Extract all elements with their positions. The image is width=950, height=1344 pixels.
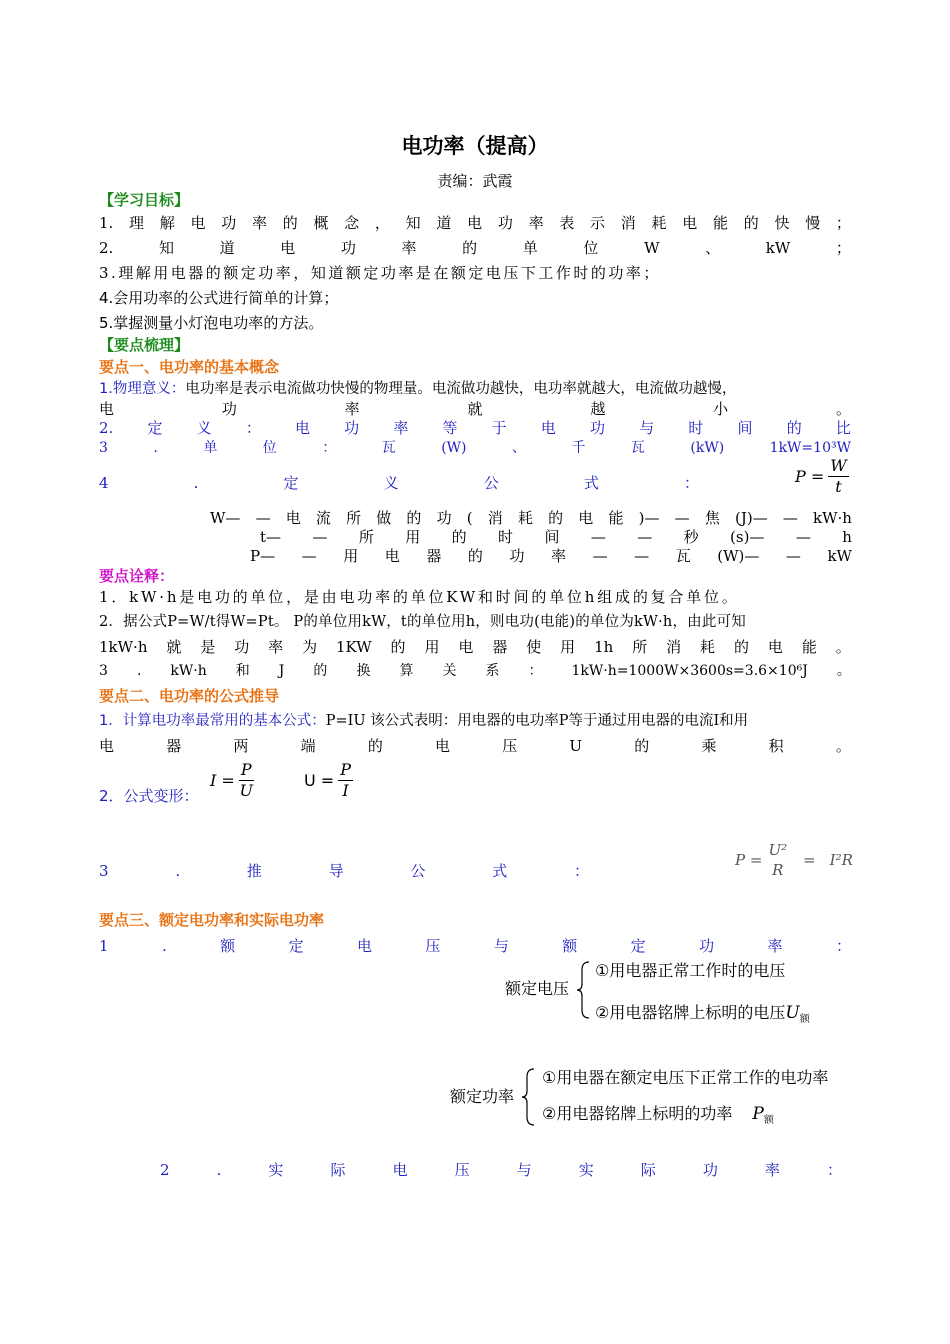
explain-4 (99, 661, 851, 681)
goal-3: 3.理解用电器的额定功率，知道额定功率是在额定电压下工作时的功率； (99, 264, 661, 282)
p3-line2-token: 与 (516, 1161, 532, 1179)
rated-power-label: 额定功率 (450, 1087, 515, 1106)
p1-line1-label: 1.物理意义： (99, 381, 186, 397)
goal-2-token: 道 (219, 239, 235, 257)
explain-4-token: 算 (399, 663, 414, 679)
rated-voltage-symbol: U (785, 1003, 800, 1023)
formula-p: P = (795, 467, 825, 486)
p1-line3-token: 功 (344, 419, 360, 437)
p3-line1-token: 定 (630, 937, 646, 955)
explain-4-token: 3 (99, 663, 108, 679)
def-row-w-token: W— (210, 509, 241, 527)
formula-voltage-lhs: U = (304, 771, 335, 790)
goal-1-token: 率 (251, 214, 267, 232)
p2-line4-token: ： (573, 862, 589, 880)
p3-line2-token: 率 (764, 1161, 780, 1179)
explain-3-token: 是 (200, 638, 216, 656)
points-header: 【要点梳理】 (99, 336, 190, 354)
p2-line2-token: 的 (367, 737, 383, 755)
goal-1-token: 解 (159, 214, 175, 232)
explain-3-token: 1h (594, 638, 614, 656)
goal-2-token: 功 (340, 239, 356, 257)
p3-line2 (160, 1160, 842, 1180)
def-row-t-token: — (590, 528, 606, 546)
goal-1-token: 1. (99, 214, 114, 232)
rated-power-symbol: P (752, 1104, 764, 1124)
goal-2-token: W (644, 239, 660, 257)
def-row-w-token: ( (466, 509, 473, 527)
def-row-t-token: 用 (405, 528, 421, 546)
goal-1-token: 知 (405, 214, 421, 232)
p1-line5-token: . (193, 474, 199, 492)
p2-line2-token: 端 (300, 737, 316, 755)
p3-line2-token: . (216, 1161, 222, 1179)
def-row-w-token: 电 (578, 509, 594, 527)
def-row-p-token: 功 (509, 547, 525, 565)
formula-derived-eq: = (803, 851, 816, 869)
def-row-p-token: — (301, 547, 317, 565)
p2-line1 (99, 711, 851, 731)
goal-1-token: 示 (590, 214, 606, 232)
p1-line3-token: 比 (835, 419, 851, 437)
formula-denominator: t (835, 477, 842, 496)
explain-3-token: 的 (733, 638, 749, 656)
page-title: 电功率（提高） (401, 134, 549, 158)
p2-line2-token: 器 (166, 737, 182, 755)
p1-line4 (99, 438, 851, 458)
goal-1-token: 道 (436, 214, 452, 232)
p1-line3 (99, 418, 851, 438)
p1-line3-token: 功 (590, 419, 606, 437)
p3-line1-token: 与 (493, 937, 509, 955)
goal-1-token: ； (835, 214, 851, 232)
goal-1-token: 能 (712, 214, 728, 232)
explain-4-token: J (278, 663, 285, 679)
def-row-t-token: — (637, 528, 653, 546)
p2-line4-token: 公 (410, 862, 426, 880)
p1-line2-token: 电 (99, 400, 115, 418)
goal-2-token: 知 (158, 239, 174, 257)
goal-1-token: 表 (559, 214, 575, 232)
explain-3-token: 就 (166, 638, 182, 656)
explain-3-token: 电 (767, 638, 783, 656)
explain-4-token: 1kW·h=1000W×3600s=3.6×10⁶J (571, 663, 808, 679)
p1-line5-token: 公 (483, 474, 499, 492)
goal-1-token: 快 (774, 214, 790, 232)
def-row-p-token: 电 (384, 547, 400, 565)
explain-4-token: 换 (356, 663, 371, 679)
rated-voltage-item2-text: ②用电器铭牌上标明的电压 (595, 1003, 786, 1022)
formula-derived (735, 840, 853, 880)
rated-voltage-item1: ①用电器正常工作时的电压 (595, 961, 786, 980)
p3-line1-token: . (161, 937, 167, 955)
def-row-p-token: — (634, 547, 650, 565)
formula-current-den: U (239, 781, 253, 800)
explain-3 (99, 637, 851, 657)
brace-icon (520, 1067, 536, 1127)
p1-line3-token: ： (245, 419, 261, 437)
goal-1-token: 消 (620, 214, 636, 232)
p1-line3-token: 时 (688, 419, 704, 437)
explain-3-token: 率 (268, 638, 284, 656)
p1-line4-token: 千 (571, 440, 586, 456)
p2-line4-token: 推 (246, 862, 262, 880)
rated-power-diagram (450, 1065, 850, 1131)
p1-line5-token: 义 (383, 474, 399, 492)
formula-derived-lhs: P = (735, 851, 763, 869)
goal-1-token: 概 (313, 214, 329, 232)
def-row-p-token: — (785, 547, 801, 565)
rated-voltage-diagram (505, 958, 845, 1024)
brace-icon (575, 960, 591, 1020)
def-row-t-token: 时 (498, 528, 514, 546)
p3-line1 (99, 936, 851, 956)
p3-line2-token: 实 (578, 1161, 594, 1179)
explain-4-token: kW·h (170, 663, 207, 679)
explain-3-token: 耗 (700, 638, 716, 656)
p1-line3-token: 的 (786, 419, 802, 437)
def-row-w-token: 焦 (704, 509, 720, 527)
p1-line5-token: ： (683, 474, 699, 492)
rated-power-item2 (542, 1101, 774, 1126)
p1-line3-token: 率 (393, 419, 409, 437)
p1-line4-token: 瓦 (630, 440, 645, 456)
explain-4-token: 和 (235, 663, 250, 679)
formula-numerator: W (830, 456, 847, 475)
p3-line1-token: 功 (699, 937, 715, 955)
def-row-t-token: 所 (358, 528, 374, 546)
formula-derived-tail: I²R (829, 851, 853, 869)
def-row-w-token: 的 (548, 509, 564, 527)
p2-line2-token: 压 (502, 737, 518, 755)
def-row-p (250, 546, 852, 566)
rated-voltage-sub: 额 (799, 1014, 810, 1026)
p1-line2-token: 。 (835, 400, 851, 418)
def-row-p-token: 器 (426, 547, 442, 565)
p1-line3-token: 于 (491, 419, 507, 437)
p2-line4-token: 导 (328, 862, 344, 880)
p3-line1-token: 额 (220, 937, 236, 955)
p2-line4-token: . (175, 862, 181, 880)
p2-line2-token: 积 (768, 737, 784, 755)
def-row-w-token: 的 (406, 509, 422, 527)
formula-derived-den: R (772, 861, 784, 879)
goal-1 (99, 213, 851, 233)
p1-line4-token: 位 (262, 440, 277, 456)
p2-line4 (99, 861, 589, 881)
p1-line3-token: 等 (442, 419, 458, 437)
explain-1: 1．kW·h是电功的单位，是由电功率的单位KW和时间的单位h组成的复合单位。 (99, 588, 740, 606)
p2-line4-token: 3 (99, 862, 109, 880)
p3-line2-token: 电 (392, 1161, 408, 1179)
explain-header: 要点诠释： (99, 567, 175, 585)
def-row-t-token: 的 (451, 528, 467, 546)
goal-4: 4.会用功率的公式进行简单的计算； (99, 289, 339, 307)
def-row-w-token: 所 (346, 509, 362, 527)
explain-3-token: 用 (560, 638, 576, 656)
def-row-w-token: — (782, 509, 798, 527)
p3-line2-token: 实 (268, 1161, 284, 1179)
explain-4-token: 系 (485, 663, 500, 679)
def-row-p-token: — (592, 547, 608, 565)
p1-line5 (99, 473, 699, 493)
explain-3-token: 的 (390, 638, 406, 656)
goal-1-token: 理 (129, 214, 145, 232)
def-row-w-token: (J)— (734, 509, 768, 527)
def-row-w-token: kW·h (813, 509, 852, 527)
def-row-w-token: 电 (285, 509, 301, 527)
p1-line4-token: 3 (99, 440, 108, 456)
goal-2-token: 单 (522, 239, 538, 257)
def-row-p-token: 的 (467, 547, 483, 565)
explain-4-token: 。 (836, 663, 851, 679)
explain-3-token: 为 (302, 638, 318, 656)
power-definition-formula (795, 456, 849, 497)
goal-2-token: ； (835, 239, 851, 257)
explain-4-token: ： (528, 663, 543, 679)
def-row-p-token: 率 (551, 547, 567, 565)
goal-2 (99, 238, 851, 258)
explain-2: 2．据公式P=W/t得W=Pt。 P的单位用kW，t的单位用h，则电功(电能)的单位为kW·h，由此可知 (99, 614, 746, 630)
explain-3-token: 用 (424, 638, 440, 656)
p1-line3-token: 电 (540, 419, 556, 437)
goal-1-token: 电 (467, 214, 483, 232)
p1-line3-token: 间 (737, 419, 753, 437)
formula-current-num: P (240, 760, 252, 779)
author-line: 责编：武霞 (437, 172, 513, 190)
p1-line1 (99, 379, 851, 399)
point3-header: 要点三、额定电功率和实际电功率 (99, 911, 325, 929)
p1-line4-token: 单 (203, 440, 218, 456)
p2-line2 (99, 736, 851, 756)
p1-line4-token: . (153, 440, 158, 456)
p2-line1-label: 1．计算电功率最常用的基本公式： (99, 713, 326, 729)
def-row-w-token: 消 (487, 509, 503, 527)
explain-3-token: 1KW (336, 638, 372, 656)
p1-line4-token: 、 (511, 440, 526, 456)
explain-3-token: 消 (666, 638, 682, 656)
p1-line3-token: 义 (196, 419, 212, 437)
goal-2-token: 率 (401, 239, 417, 257)
rated-power-item2-text: ②用电器铭牌上标明的功率 (542, 1104, 733, 1123)
def-row-t-token: — (795, 528, 811, 546)
p1-line5-token: 4 (99, 474, 109, 492)
def-row-w-token: 流 (315, 509, 331, 527)
def-row-w-token: )— (638, 509, 660, 527)
explain-4-token: 的 (313, 663, 328, 679)
p2-line2-token: 电 (99, 737, 115, 755)
goal-2-token: 2. (99, 239, 114, 257)
p1-line1-text: 电功率是表示电流做功快慢的物理量。电流做功越快，电功率就越大，电流做功越慢， (185, 381, 737, 397)
p2-line1-text: P=IU 该公式表明：用电器的电功率P等于通过用电器的电流I和用 (325, 713, 749, 729)
goal-2-token: 、 (705, 239, 721, 257)
explain-3-token: 电 (458, 638, 474, 656)
p1-line4-token: ： (322, 440, 337, 456)
def-row-w-token: — (674, 509, 690, 527)
p1-line4-token: (kW) (690, 440, 725, 456)
p1-line2-token: 功 (221, 400, 237, 418)
goal-1-token: 电 (190, 214, 206, 232)
p2-line2-token: 的 (634, 737, 650, 755)
def-row-w-token: 能 (608, 509, 624, 527)
p1-line3-token: 定 (147, 419, 163, 437)
goal-2-token: 的 (462, 239, 478, 257)
p2-line3: 2．公式变形： (99, 787, 199, 805)
def-row-w-token: 做 (376, 509, 392, 527)
rated-voltage-item2 (595, 1000, 810, 1025)
def-row-w-token: — (255, 509, 271, 527)
p3-line2-token: 际 (330, 1161, 346, 1179)
point2-header: 要点二、电功率的公式推导 (99, 687, 280, 705)
goal-5: 5.掌握测量小灯泡电功率的方法。 (99, 314, 324, 332)
goal-1-token: 电 (682, 214, 698, 232)
p3-line1-token: 1 (99, 937, 109, 955)
explain-3-token: 。 (835, 638, 851, 656)
p2-line2-token: 乘 (701, 737, 717, 755)
p3-line1-token: 额 (562, 937, 578, 955)
p1-line3-token: 电 (294, 419, 310, 437)
explain-3-token: 所 (632, 638, 648, 656)
def-row-t (260, 527, 852, 547)
formula-current (210, 760, 254, 801)
goal-2-token: 位 (583, 239, 599, 257)
p3-line1-token: 率 (767, 937, 783, 955)
def-row-p-token: P— (250, 547, 276, 565)
explain-3-token: 能 (801, 638, 817, 656)
point1-header: 要点一、电功率的基本概念 (99, 358, 280, 376)
p1-line5-token: 式 (583, 474, 599, 492)
def-row-p-token: kW (827, 547, 852, 565)
goal-1-token: ， (374, 214, 390, 232)
p3-line2-token: 压 (454, 1161, 470, 1179)
p1-line2-token: 率 (344, 400, 360, 418)
explain-3-token: 1kW·h (99, 638, 148, 656)
p1-line3-token: 2. (99, 419, 114, 437)
p3-line2-token: 功 (702, 1161, 718, 1179)
p1-line5-token: 定 (283, 474, 299, 492)
p3-line1-token: 定 (288, 937, 304, 955)
def-row-p-token: 用 (343, 547, 359, 565)
goal-1-token: 耗 (651, 214, 667, 232)
rated-power-sub: 额 (763, 1115, 774, 1127)
p2-line4-token: 式 (492, 862, 508, 880)
explain-3-token: 功 (234, 638, 250, 656)
p1-line2-token: 越 (590, 400, 606, 418)
explain-4-token: 关 (442, 663, 457, 679)
p3-line2-token: 际 (640, 1161, 656, 1179)
goal-1-token: 功 (497, 214, 513, 232)
def-row-w-token: 耗 (517, 509, 533, 527)
formula-voltage (304, 760, 353, 801)
explain-4-token: . (136, 663, 142, 679)
p1-line4-token: 瓦 (381, 440, 396, 456)
p3-line1-token: 电 (356, 937, 372, 955)
def-row-t-token: (s)— (730, 528, 765, 546)
def-row-p-token: (W)— (717, 547, 760, 565)
formula-voltage-den: I (342, 781, 349, 800)
p3-line2-token: ： (826, 1161, 842, 1179)
goal-2-token: 电 (280, 239, 296, 257)
p3-line2-token: 2 (160, 1161, 170, 1179)
goal-1-token: 念 (344, 214, 360, 232)
goals-header: 【学习目标】 (99, 191, 190, 209)
goal-1-token: 慢 (805, 214, 821, 232)
explain-3-token: 使 (526, 638, 542, 656)
def-row-w-token: 功 (436, 509, 452, 527)
p1-line4-token: (W) (441, 440, 467, 456)
goal-2-token: kW (765, 239, 791, 257)
p2-line2-token: 电 (435, 737, 451, 755)
formula-derived-num: U² (768, 841, 788, 859)
p1-line2 (99, 399, 851, 419)
p2-line2-token: 。 (835, 737, 851, 755)
explain-3-token: 器 (492, 638, 508, 656)
goal-1-token: 功 (221, 214, 237, 232)
p2-line2-token: U (569, 737, 583, 755)
formula-current-lhs: I = (210, 771, 235, 790)
p3-line1-token: ： (835, 937, 851, 955)
p3-line1-token: 压 (425, 937, 441, 955)
p1-line3-token: 与 (639, 419, 655, 437)
rated-power-item1: ①用电器在额定电压下正常工作的电功率 (542, 1068, 829, 1087)
def-row-t-token: 秒 (683, 528, 699, 546)
p1-line2-token: 就 (467, 400, 483, 418)
p2-line2-token: 两 (233, 737, 249, 755)
p1-line2-token: 小 (713, 400, 729, 418)
goal-1-token: 的 (282, 214, 298, 232)
goal-1-token: 率 (528, 214, 544, 232)
rated-voltage-label: 额定电压 (505, 979, 570, 998)
def-row-w (210, 508, 852, 528)
goal-1-token: 的 (743, 214, 759, 232)
def-row-t-token: t— (260, 528, 282, 546)
def-row-t-token: 间 (544, 528, 560, 546)
p1-line4-token: 1kW=10³W (769, 440, 851, 456)
formula-voltage-num: P (340, 760, 351, 779)
def-row-t-token: h (842, 528, 852, 546)
def-row-p-token: 瓦 (675, 547, 691, 565)
def-row-t-token: — (312, 528, 328, 546)
